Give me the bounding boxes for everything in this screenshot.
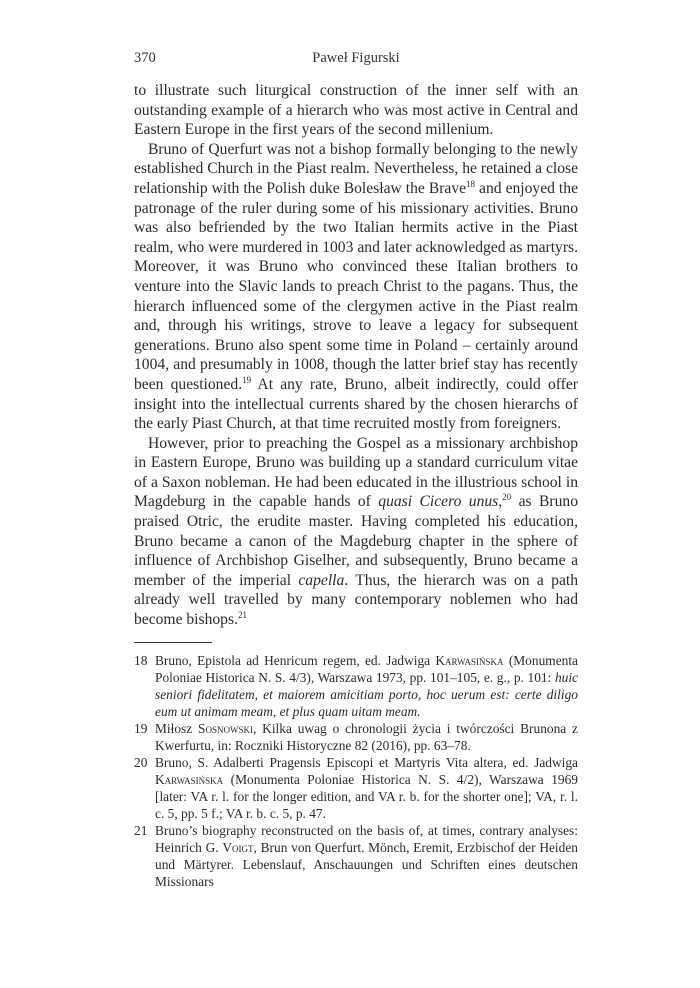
page-number: 370 [134, 50, 156, 66]
footnote-number: 20 [134, 754, 148, 770]
footnote-21: 21 Bruno’s biography reconstructed on the basis of, at times, contrary analyses: Heinrich G. Voigt, Brun von Querfurt. Mönch, Eremit, Erzbischof der Heiden und Märtyrer. Lebenslauf, Anschauungen und Schriften eines deutschen Missionars [134, 822, 578, 889]
footnote-19: 19 Miłosz Sosnowski, Kilka uwag o chronologii życia i twórczości Brunona z Kwerfurtu, in: Roczniki Historyczne 82 (2016), pp. 63–78. [134, 720, 578, 753]
footnote-ref-21[interactable]: 21 [237, 610, 247, 621]
footnote-ref-19[interactable]: 19 [242, 374, 252, 385]
footnote-ref-18[interactable]: 18 [466, 178, 476, 189]
running-head [134, 50, 578, 72]
paragraph-3: However, prior to preaching the Gospel as a missionary archbishop in Eastern Europe, Bruno was building up a standard curriculum vitae of a Saxon nobleman. He had been educated in the illustrious school in Magdeburg in the capable hands of quasi Cicero unus,$^{20}$ as Bruno praised Otric, the erudite master. Having completed his education, Bruno became a canon of the Magdeburg chapter in the sphere of influence of Archbishop Giselher, and subsequently, Bruno became a member of the imperial capella. Thus, the hierarch was on a path already well travelled by many contemporary noblemen who had become bishops.$^{21}$ [134, 434, 579, 629]
author-name: Voigt [222, 839, 254, 855]
author-name: Karwasińska [435, 652, 504, 668]
italic-phrase: quasi Cicero unus [378, 493, 499, 511]
footnotes [134, 652, 578, 890]
paragraph-2: Bruno of Querfurt was not a bishop formally belonging to the newly established Church in the Piast realm. Nevertheless, he retained a close relationship with the Polish duke Bolesław the Brave$^{18}$ and enjoyed the patronage of the ruler during some of his missionary activities. Bruno was also befriended by the two Italian hermits active in the Piast realm, who were murdered in 1003 and later acknowledged as martyrs. Moreover, it was Bruno who convinced these Italian brothers to venture into the Slavic lands to preach Christ to the pagans. Thus, the hierarch influenced some of the clergymen active in the Piast realm and, through his writings, strove to leave a legacy for subsequent generations. Bruno also spent some time in Poland – certainly around 1004, and presumably in 1008, though the latter brief stay has recently been questioned.$^{19}$ At any rate, Bruno, albeit indirectly, could offer insight into the intellectual currents shared by the chosen hierarchs of the early Piast Church, at that time recruited mostly from foreigners. [134, 140, 578, 433]
running-head-author: Paweł Figurski [312, 50, 400, 66]
italic-term: capella [298, 571, 345, 589]
latin-quote: huic seniori fidelitatem, et maiorem amicitiam porto, hoc uerum est: certe diligo eum ut animam meam, et plus quam uitam meam. [155, 669, 578, 719]
author-name: Sosnowski [198, 720, 253, 736]
footnote-number: 19 [134, 720, 148, 736]
main-text [134, 81, 578, 630]
footnote-ref-20[interactable]: 20 [502, 492, 512, 503]
footnote-20: 20 Bruno, S. Adalberti Pragensis Episcopi et Martyris Vita altera, ed. Jadwiga Karwasińska (Monumenta Poloniae Historica N. S. 4/2), Warszawa 1969 [later: VA r. l. for the longer edition, and VA r. b. for the shorter one]; VA, r. l. c. 5, pp. 5 f.; VA r. b. c. 5, p. 47. [134, 754, 578, 821]
author-name: Karwasińska [155, 771, 224, 787]
footnote-18: 18 Bruno, Epistola ad Henricum regem, ed. Jadwiga Karwasińska (Monumenta Poloniae Historica N. S. 4/3), Warszawa 1973, pp. 101–105, e. g., p. 101: huic seniori fidelitatem, et maiorem amicitiam porto, hoc uerum est: certe diligo eum ut animam meam, et plus quam uitam meam. [134, 652, 578, 719]
footnote-number: 21 [134, 822, 148, 838]
book-page [134, 50, 578, 890]
paragraph-1: to illustrate such liturgical construction of the inner self with an outstanding example of a hierarch who was most active in Central and Eastern Europe in the first years of the second millenium. [134, 82, 578, 139]
footnote-divider [134, 642, 212, 643]
footnote-number: 18 [134, 652, 148, 668]
